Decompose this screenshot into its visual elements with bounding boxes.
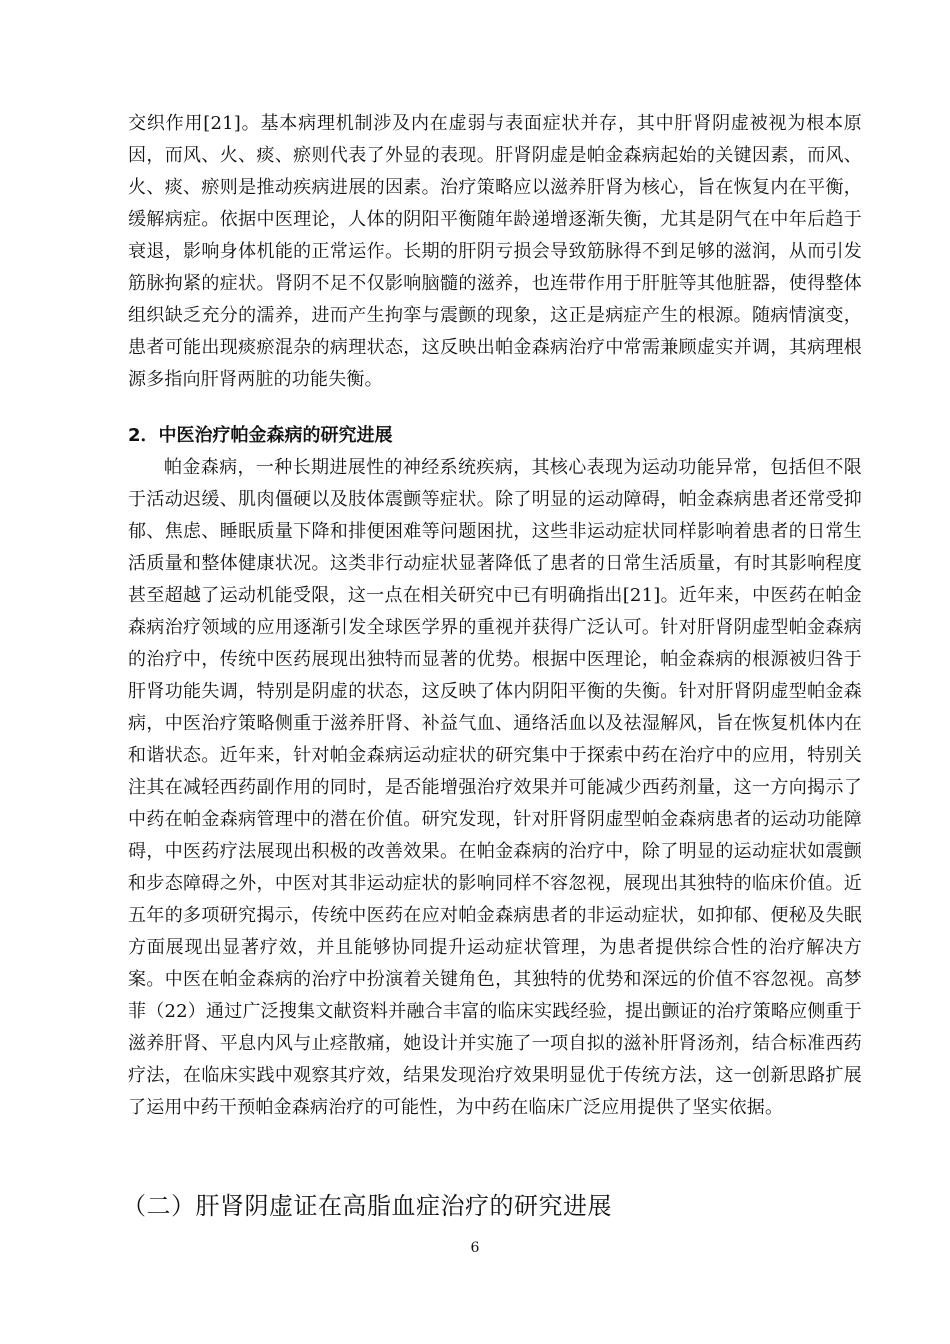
paragraph-continued: 交织作用[21]。基本病理机制涉及内在虚弱与表面症状并存，其中肝肾阴虚被视为根本原因，而风、火、痰、瘀则代表了外显的表现。肝肾阴虚是帕金森病起始的关键因素，而风、火、痰、瘀则是推动疾病进展的因素。治疗策略应以滋养肝肾为核心，旨在恢复内在平衡，缓解病症。依据中医理论，人体的阴阳平衡随年龄递增逐渐失衡，尤其是阴气在中年后趋于衰退，影响身体机能的正常运作。长期的肝阴亏损会导致筋脉得不到足够的滋润，从而引发筋脉拘紧的症状。肾阴不足不仅影响脑髓的滋养，也连带作用于肝脏等其他脏器，使得整体组织缺乏充分的濡养，进而产生拘挛与震颤的现象，这正是病症产生的根源。随病情演变，患者可能出现痰瘀混杂的病理状态，这反映出帕金森病治疗中常需兼顾虚实并调，其病理根源多指向肝肾两脏的功能失衡。 [128,113,862,390]
section-heading-hyperlipidemia: （二）肝肾阴虚证在高脂血症治疗的研究进展 [122,1192,612,1220]
subheading-tcm-parkinson-research: 2．中医治疗帕金森病的研究进展 [128,425,393,446]
paragraph-main: 帕金森病，一种长期进展性的神经系统疾病，其核心表现为运动功能异常，包括但不限于活动迟缓、肌肉僵硬以及肢体震颤等症状。除了明显的运动障碍，帕金森病患者还常受抑郁、焦虑、睡眠质量下降和排便困难等问题困扰，这些非运动症状同样影响着患者的日常生活质量和整体健康状况。这类非行动症状显著降低了患者的日常生活质量，有时其影响程度甚至超越了运动机能受限，这一点在相关研究中已有明确指出[21]。近年来，中医药在帕金森病治疗领域的应用逐渐引发全球医学界的重视并获得广泛认可。针对肝肾阴虚型帕金森病的治疗中，传统中医药展现出独特而显著的优势。根据中医理论，帕金森病的根源被归咎于肝肾功能失调，特别是阴虚的状态，这反映了体内阴阳平衡的失衡。针对肝肾阴虚型帕金森病，中医治疗策略侧重于滋养肝肾、补益气血、通络活血以及祛湿解风，旨在恢复机体内在和谐状态。近年来，针对帕金森病运动症状的研究集中于探索中药在治疗中的应用，特别关注其在减轻西药副作用的同时，是否能增强治疗效果并可能减少西药剂量，这一方向揭示了中药在帕金森病管理中的潜在价值。研究发现，针对肝肾阴虚型帕金森病患者的运动功能障碍，中医药疗法展现出积极的改善效果。在帕金森病的治疗中，除了明显的运动症状如震颤和步态障碍之外，中医对其非运动症状的影响同样不容忽视，展现出其独特的临床价值。近五年的多项研究揭示，传统中医药在应对帕金森病患者的非运动症状，如抑郁、便秘及失眠方面展现出显著疗效，并且能够协同提升运动症状管理，为患者提供综合性的治疗解决方案。中医在帕金森病的治疗中扮演着关键角色，其独特的优势和深远的价值不容忽视。高梦菲（22）通过广泛搜集文献资料并融合丰富的临床实践经验，提出颤证的治疗策略应侧重于滋养肝肾、平息内风与止痉散痛，她设计并实施了一项自拟的滋补肝肾汤剂，结合标准西药疗法，在临床实践中观察其疗效，结果发现治疗效果明显优于传统方法，这一创新思路扩展了运用中药干预帕金森病治疗的可能性，为中药在临床广泛应用提供了坚实依据。 [128,457,862,1118]
page-number: 6 [470,1240,480,1256]
